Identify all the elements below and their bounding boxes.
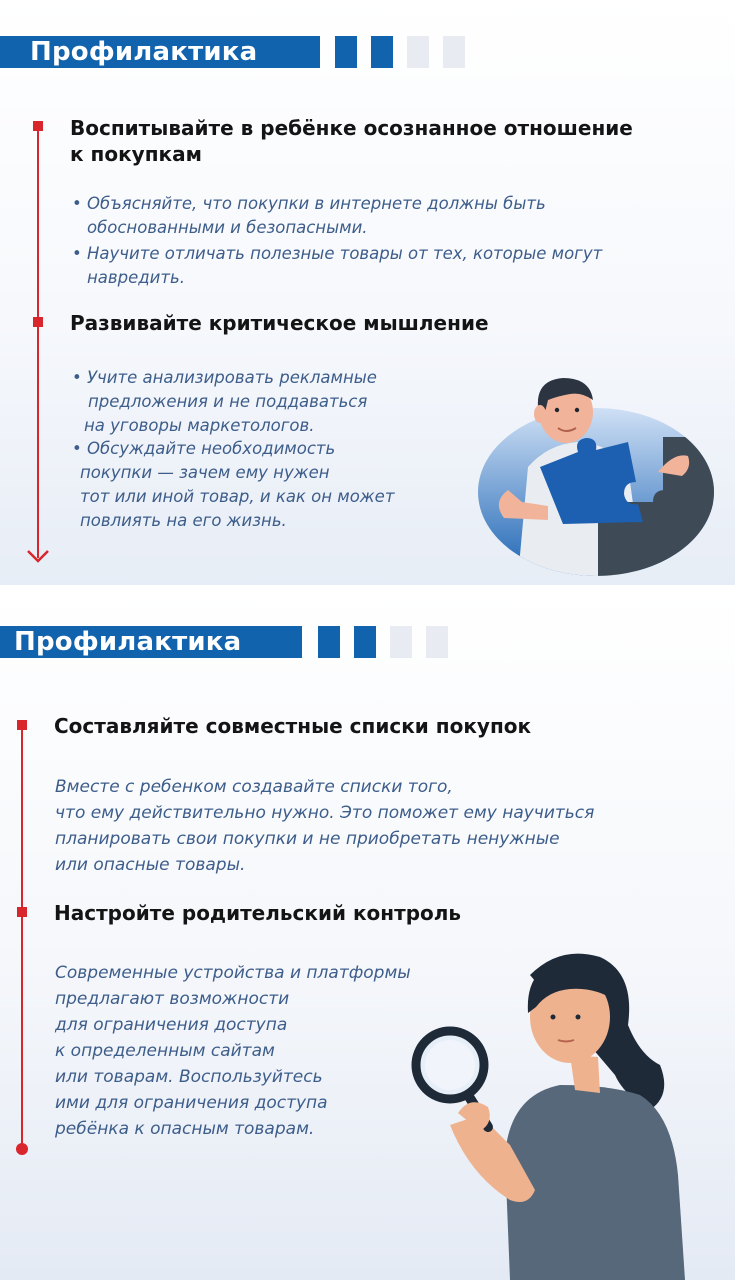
header-square <box>443 36 465 68</box>
timeline-line <box>37 122 39 558</box>
timeline-marker <box>33 121 43 131</box>
timeline-end-dot <box>16 1143 28 1155</box>
item-title: Воспитывайте в ребёнке осознанное отношение к покупкам <box>70 116 633 166</box>
woman-with-magnifier-illustration <box>410 945 710 1280</box>
bullet-item: • Обсуждайте необходимость покупки — зачем ему нужен тот или иной товар, и как он может повлиять на его жизнь. <box>72 439 395 530</box>
prevention-panel-2 <box>0 585 735 1280</box>
item-title: Настройте родительский контроль <box>54 901 462 925</box>
timeline-marker <box>17 907 27 917</box>
header-square <box>407 36 429 68</box>
bullet-item: • Объясняйте, что покупки в интернете должны быть обоснованными и безопасными. <box>72 194 546 237</box>
man-with-puzzle-illustration <box>478 372 728 577</box>
header-square <box>354 626 376 658</box>
timeline-line <box>21 723 23 1151</box>
item-title: Составляйте совместные списки покупок <box>54 714 532 738</box>
prevention-panel-1 <box>0 0 735 585</box>
timeline-marker <box>17 720 27 730</box>
item-text: Современные устройства и платформы предлагают возможности для ограничения доступа к определенным сайтам или товарам. Воспользуйтесь ими для ограничения доступа ребёнка к опасным товарам. <box>55 963 411 1139</box>
header-square <box>318 626 340 658</box>
header-square <box>390 626 412 658</box>
item-text: Вместе с ребенком создавайте списки того, что ему действительно нужно. Это поможет ему научиться планировать свои покупки и не приобретать ненужные или опасные товары. <box>55 777 595 875</box>
timeline-marker <box>33 317 43 327</box>
item-title: Развивайте критическое мышление <box>70 311 489 335</box>
section-header: Профилактика <box>0 626 302 658</box>
bullet-item: • Научите отличать полезные товары от тех, которые могут навредить. <box>72 244 603 287</box>
bullet-item: • Учите анализировать рекламные предложения и не поддаваться на уговоры маркетологов. <box>72 368 377 435</box>
header-square <box>335 36 357 68</box>
section-header: Профилактика <box>0 36 320 68</box>
header-square <box>426 626 448 658</box>
header-square <box>371 36 393 68</box>
timeline-arrow-icon <box>26 548 50 564</box>
